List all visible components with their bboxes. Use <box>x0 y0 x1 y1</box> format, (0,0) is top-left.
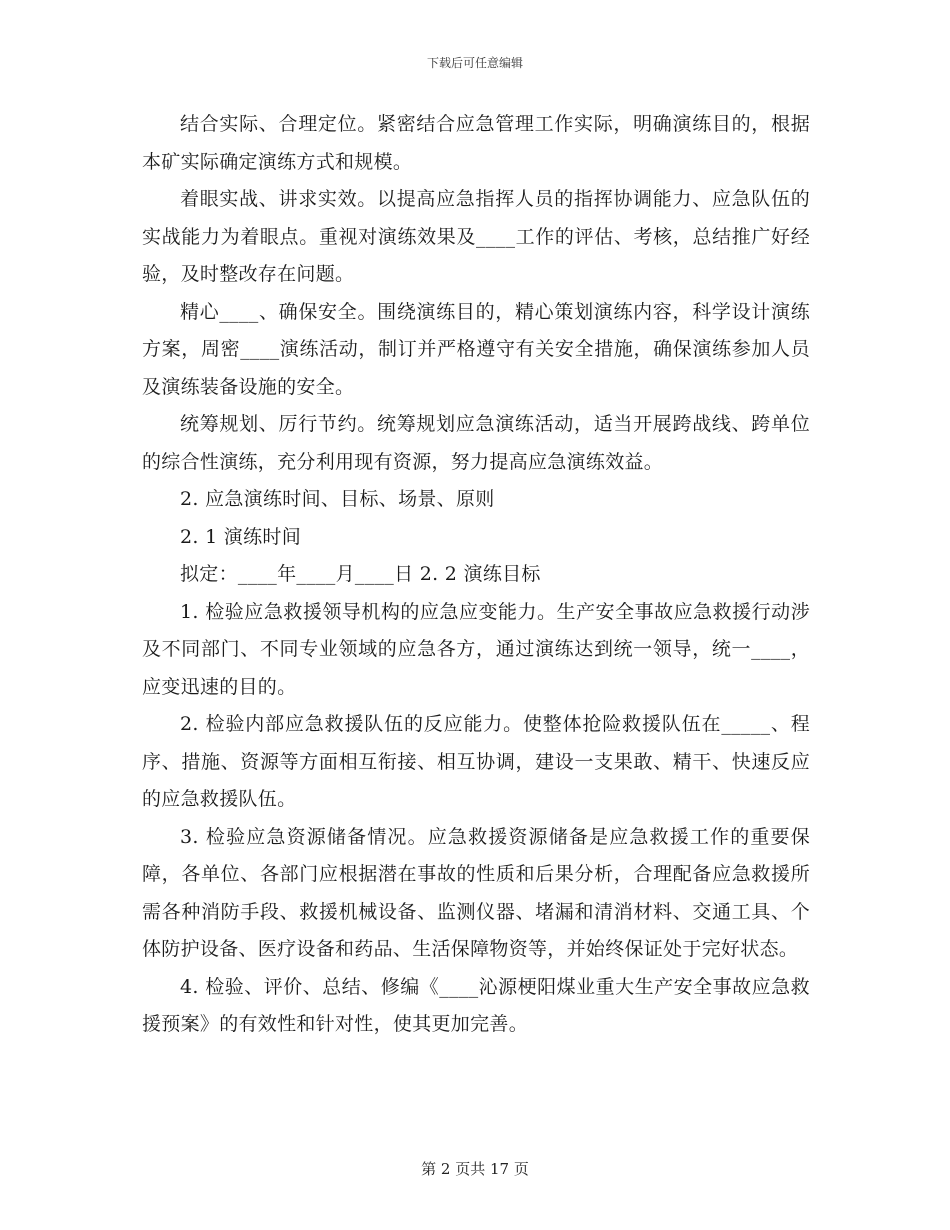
page-header: 下载后可任意编辑 <box>426 56 523 70</box>
page-footer: 第 2 页共 17 页 <box>421 1160 529 1178</box>
paragraph-principle-safety: 精心____、确保安全。围绕演练目的，精心策划演练内容，科学设计演练方案，周密____演练活动，制订并严格遵守有关安全措施，确保演练参加人员及演练装备设施的安全。 <box>142 300 810 398</box>
goal-item-3: 3. 检验应急资源储备情况。应急救援资源储备是应急救援工作的重要保障，各单位、各部门应根据潜在事故的性质和后果分析，合理配备应急救援所需各种消防手段、救援机械设备、监测仪器、堵漏和清消材料、交通工具、个体防护设备、医疗设备和药品、生活保障物资等，并始终保证处于完好状态。 <box>142 825 810 960</box>
drill-date-line: 拟定：____年____月____日 2. 2 演练目标 <box>180 563 541 585</box>
paragraph-principle-effectiveness: 着眼实战、讲求实效。以提高应急指挥人员的指挥协调能力、应急队伍的实战能力为着眼点。重视对演练效果及____工作的评估、考核，总结推广好经验，及时整改存在问题。 <box>142 188 810 285</box>
goal-item-4: 4. 检验、评价、总结、修编《____沁源梗阳煤业重大生产安全事故应急救援预案》的有效性和针对性，使其更加完善。 <box>142 975 810 1035</box>
section-heading-2: 2. 应急演练时间、目标、场景、原则 <box>180 488 495 510</box>
paragraph-principle-planning: 统筹规划、厉行节约。统筹规划应急演练活动，适当开展跨战线、跨单位的综合性演练，充分利用现有资源，努力提高应急演练效益。 <box>142 413 810 473</box>
subsection-heading-2-1: 2. 1 演练时间 <box>180 525 301 548</box>
goal-item-2: 2. 检验内部应急救援队伍的反应能力。使整体抢险救援队伍在_____、程序、措施、资源等方面相互衔接、相互协调，建设一支果敢、精干、快速反应的应急救援队伍。 <box>142 713 810 810</box>
document-body <box>142 106 810 1044</box>
paragraph-principle-practical: 结合实际、合理定位。紧密结合应急管理工作实际，明确演练目的，根据本矿实际确定演练方式和规模。 <box>142 113 810 173</box>
goal-item-1: 1. 检验应急救援领导机构的应急应变能力。生产安全事故应急救援行动涉及不同部门、不同专业领域的应急各方，通过演练达到统一领导，统一____，应变迅速的目的。 <box>142 600 810 698</box>
